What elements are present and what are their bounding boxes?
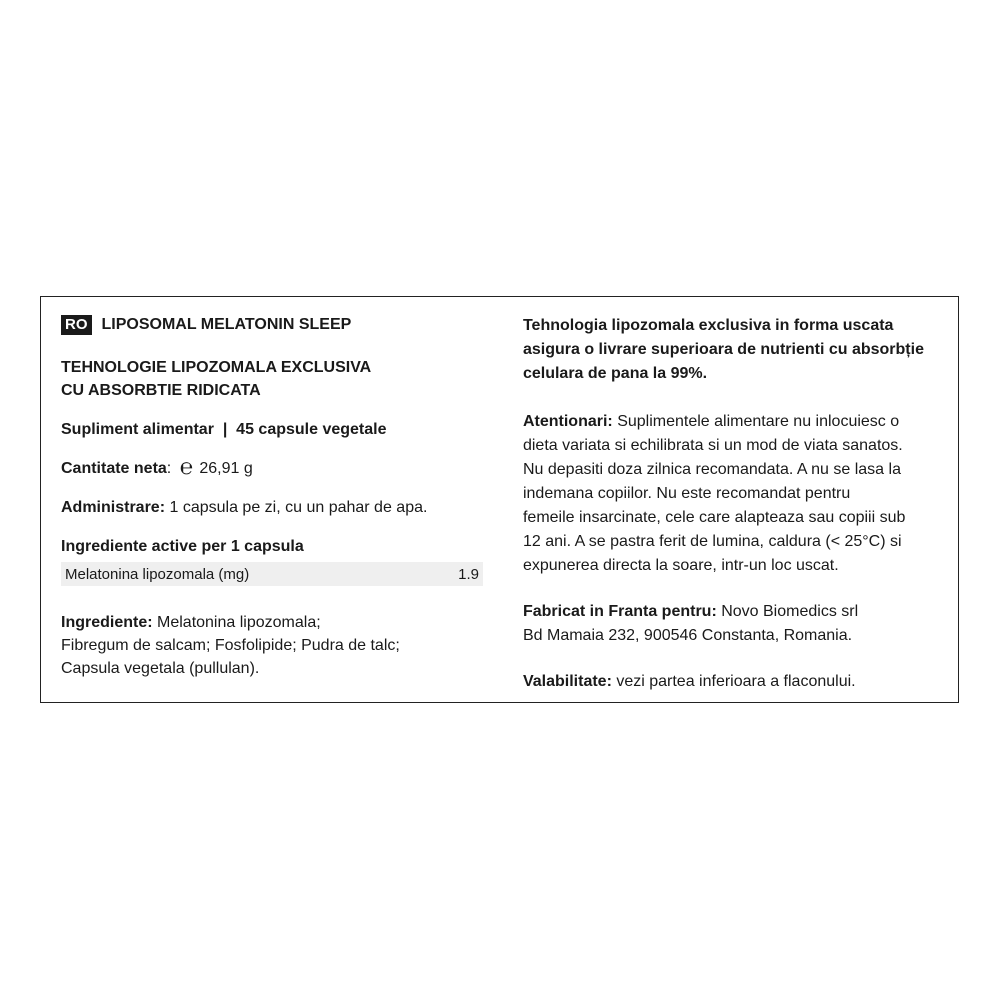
- technology-line-3: celulara de pana la 99%.: [522, 365, 708, 382]
- manufacturer-label: Fabricat in Franta pentru:: [522, 603, 717, 620]
- validity-label: Valabilitate:: [522, 673, 612, 690]
- net-quantity: [61, 454, 503, 480]
- warnings-line-2: dieta variata si echilibrata si un mod de viata sanatos.: [522, 437, 903, 454]
- estimated-sign-icon: ℮: [179, 454, 193, 479]
- warnings-line-5: femeile insarcinate, cele care alapteaza sau copiii sub: [522, 509, 906, 526]
- manufacturer-address: Bd Mamaia 232, 900546 Constanta, Romania.: [522, 627, 853, 644]
- active-ingredient-name: Melatonina lipozomala (mg): [65, 565, 250, 583]
- warnings-text-1: Suplimentele alimentare nu inlocuiesc o: [612, 413, 900, 430]
- active-ingredients-title: Ingrediente active per 1 capsula: [61, 538, 304, 555]
- manufacturer-name: Novo Biomedics srl: [716, 603, 859, 620]
- manufacturer: [523, 600, 942, 648]
- label-right-column: [503, 297, 958, 702]
- validity-value: vezi partea inferioara a flaconului.: [611, 673, 856, 690]
- ingredients-line-3: Capsula vegetala (pullulan).: [61, 660, 260, 677]
- warnings: [523, 410, 942, 578]
- net-quantity-value: 26,91 g: [199, 460, 253, 477]
- supplement-info: Supliment alimentar | 45 capsule vegetale: [61, 421, 387, 438]
- manufacturer-line-1: [523, 600, 942, 624]
- warnings-line-4: indemana copiilor. Nu este recomandat pentru: [522, 485, 851, 502]
- tagline: [61, 356, 503, 402]
- active-ingredient-value: 1.9: [458, 565, 479, 583]
- ingredients-line-2: Fibregum de salcam; Fosfolipide; Pudra de talc;: [61, 637, 400, 654]
- title-row: [61, 314, 503, 336]
- warnings-line-7: expunerea directa la soare, intr-un loc uscat.: [522, 557, 839, 574]
- net-quantity-label: Cantitate neta: [61, 460, 167, 477]
- administration-value: 1 capsula pe zi, cu un pahar de apa.: [165, 499, 428, 516]
- warnings-label: Atentionari:: [522, 413, 613, 430]
- product-label: [40, 296, 959, 703]
- ingredients-line-1: [61, 611, 503, 634]
- tagline-line-1: TEHNOLOGIE LIPOZOMALA EXCLUSIVA: [61, 359, 372, 376]
- product-name: LIPOSOMAL MELATONIN SLEEP: [101, 316, 352, 333]
- warnings-line-6: 12 ani. A se pastra ferit de lumina, caldura (< 25°C) si: [522, 533, 902, 550]
- technology-line-1: Tehnologia lipozomala exclusiva in forma uscata: [522, 317, 894, 334]
- administration: [61, 497, 503, 519]
- technology-description: [523, 314, 942, 386]
- ingredients-label: Ingrediente:: [61, 614, 153, 631]
- ingredients-text-1: Melatonina lipozomala;: [152, 614, 321, 631]
- warnings-line-3: Nu depasiti doza zilnica recomandata. A nu se lasa la: [522, 461, 901, 478]
- label-left-column: [41, 297, 503, 702]
- language-badge: RO: [61, 315, 92, 335]
- table-row: [61, 562, 483, 586]
- technology-line-2: asigura o livrare superioara de nutrienti cu absorbție: [522, 341, 924, 358]
- tagline-line-2: CU ABSORBTIE RIDICATA: [61, 382, 261, 399]
- warnings-line-1: [523, 410, 942, 434]
- validity: [523, 670, 942, 694]
- net-quantity-separator: :: [166, 460, 172, 477]
- ingredients: [61, 611, 503, 680]
- administration-label: Administrare:: [61, 499, 166, 516]
